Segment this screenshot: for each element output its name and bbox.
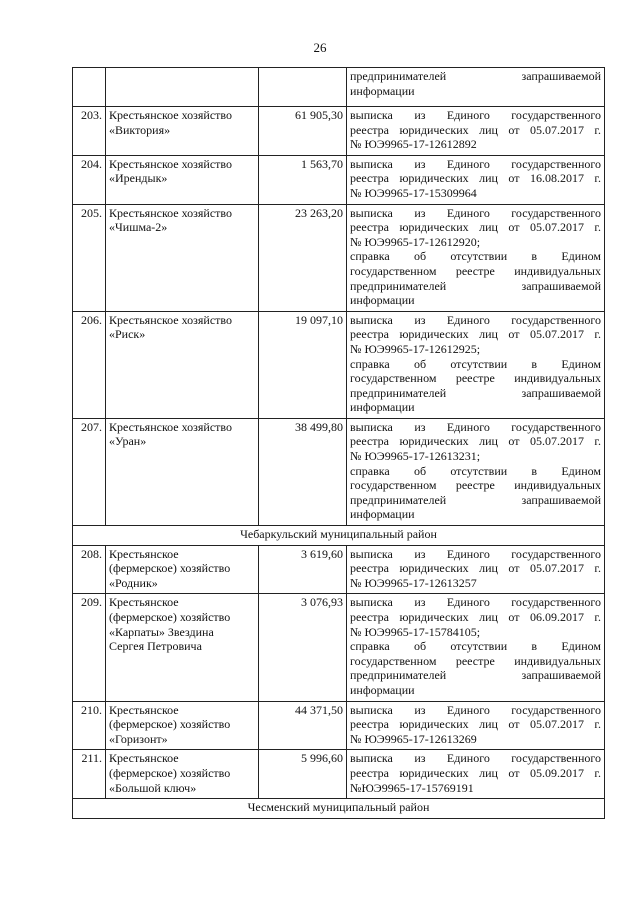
name-line: Крестьянское хозяйство xyxy=(109,205,233,220)
cell-amount: 3 076,93 xyxy=(259,594,347,701)
name-line: «Карпаты» Звездина xyxy=(109,624,214,639)
name-line: «Большой ключ» xyxy=(109,780,197,795)
cell-name xyxy=(106,107,259,156)
cell-documents xyxy=(347,311,605,418)
cell-amount: 3 619,60 xyxy=(259,545,347,594)
table-row xyxy=(73,311,605,418)
doc-line: предпринимателей запрашиваемой xyxy=(350,668,601,683)
name-line: Крестьянское хозяйство xyxy=(109,156,233,171)
doc-line: № ЮЭ9965-17-12612892 xyxy=(350,137,477,152)
name-line: «Горизонт» xyxy=(109,731,168,746)
cell-name xyxy=(106,701,259,750)
cell-name xyxy=(106,545,259,594)
table-row xyxy=(73,107,605,156)
doc-line: № ЮЭ9965-17-12612920; xyxy=(350,234,481,249)
cell-num: 203. xyxy=(73,107,106,156)
name-line: (фермерское) хозяйство xyxy=(109,765,231,780)
doc-line: № ЮЭ9965-17-12613269 xyxy=(350,731,477,746)
doc-line: информации xyxy=(350,293,415,308)
cell-num: 208. xyxy=(73,545,106,594)
name-line: «Ирендык» xyxy=(109,171,168,186)
doc-line: выписка из Единого государственного xyxy=(350,702,601,717)
cell-amount: 38 499,80 xyxy=(259,418,347,525)
name-line: Крестьянское хозяйство xyxy=(109,419,233,434)
cell-num: 207. xyxy=(73,418,106,525)
table-row xyxy=(73,204,605,311)
registry-table-body xyxy=(73,68,605,819)
doc-line: предпринимателей запрашиваемой xyxy=(350,278,601,293)
doc-line: справка об отсутствии в Едином xyxy=(350,463,601,478)
doc-line: реестра юридических лиц от 05.07.2017 г. xyxy=(350,327,601,342)
cell-documents xyxy=(347,418,605,525)
cell-name xyxy=(106,418,259,525)
cell-name xyxy=(106,68,259,107)
doc-line: реестра юридических лиц от 05.07.2017 г. xyxy=(350,122,601,137)
cell-num: 210. xyxy=(73,701,106,750)
cell-num: 204. xyxy=(73,155,106,204)
cell-name xyxy=(106,155,259,204)
name-line: «Родник» xyxy=(109,575,158,590)
doc-line: №ЮЭ9965-17-15769191 xyxy=(350,780,474,795)
table-row-continued xyxy=(73,68,605,107)
doc-line: выписка из Единого государственного xyxy=(350,156,601,171)
table-row xyxy=(73,418,605,525)
doc-line: № ЮЭ9965-17-12612925; xyxy=(350,341,481,356)
cell-num: 205. xyxy=(73,204,106,311)
doc-line: предпринимателей запрашиваемой xyxy=(350,385,601,400)
name-line: «Уран» xyxy=(109,434,147,449)
cell-name xyxy=(106,311,259,418)
doc-line: информации xyxy=(350,400,415,415)
cell-documents xyxy=(347,107,605,156)
cell-documents xyxy=(347,750,605,799)
doc-line: информации xyxy=(350,83,415,98)
table-row xyxy=(73,750,605,799)
name-line: «Риск» xyxy=(109,327,146,342)
doc-line: предпринимателей запрашиваемой xyxy=(350,69,601,83)
cell-num: 209. xyxy=(73,594,106,701)
doc-line: реестра юридических лиц от 05.07.2017 г. xyxy=(350,561,601,576)
district-heading: Чебаркульский муниципальный район xyxy=(73,526,605,546)
doc-line: информации xyxy=(350,682,415,697)
doc-line: государственном реестре индивидуальных xyxy=(350,478,601,493)
district-row xyxy=(73,799,605,819)
doc-line: выписка из Единого государственного xyxy=(350,108,601,122)
name-line: Крестьянское хозяйство xyxy=(109,312,233,327)
cell-documents xyxy=(347,68,605,107)
cell-num: 206. xyxy=(73,311,106,418)
name-line: Крестьянское хозяйство xyxy=(109,108,233,122)
cell-amount: 5 996,60 xyxy=(259,750,347,799)
cell-amount: 61 905,30 xyxy=(259,107,347,156)
table-row xyxy=(73,155,605,204)
doc-line: реестра юридических лиц от 05.07.2017 г. xyxy=(350,220,601,235)
doc-line: реестра юридических лиц от 05.07.2017 г. xyxy=(350,434,601,449)
name-line: «Чишма-2» xyxy=(109,220,168,235)
doc-line: справка об отсутствии в Едином xyxy=(350,356,601,371)
cell-amount: 19 097,10 xyxy=(259,311,347,418)
doc-line: № ЮЭ9965-17-15784105; xyxy=(350,624,481,639)
district-row xyxy=(73,526,605,546)
name-line: (фермерское) хозяйство xyxy=(109,610,231,624)
table-row xyxy=(73,594,605,701)
cell-documents xyxy=(347,594,605,701)
doc-line: государственном реестре индивидуальных xyxy=(350,371,601,386)
table-row xyxy=(73,701,605,750)
name-line: (фермерское) хозяйство xyxy=(109,561,231,576)
district-heading: Чесменский муниципальный район xyxy=(73,799,605,819)
name-line: «Виктория» xyxy=(109,122,171,137)
cell-amount: 44 371,50 xyxy=(259,701,347,750)
cell-num: 211. xyxy=(73,750,106,799)
doc-line: № ЮЭ9965-17-15309964 xyxy=(350,185,477,200)
page-number: 26 xyxy=(313,40,327,55)
doc-line: реестра юридических лиц от 16.08.2017 г. xyxy=(350,171,601,186)
doc-line: № ЮЭ9965-17-12613231; xyxy=(350,449,481,464)
name-line: Крестьянское xyxy=(109,702,179,717)
doc-line: реестра юридических лиц от 06.09.2017 г. xyxy=(350,610,601,624)
cell-name xyxy=(106,750,259,799)
doc-line: реестра юридических лиц от 05.09.2017 г. xyxy=(350,765,601,780)
cell-amount xyxy=(259,68,347,107)
doc-line: выписка из Единого государственного xyxy=(350,546,601,561)
cell-num xyxy=(73,68,106,107)
doc-line: выписка из Единого государственного xyxy=(350,205,601,220)
doc-line: выписка из Единого государственного xyxy=(350,595,601,610)
table-row xyxy=(73,545,605,594)
doc-line: государственном реестре индивидуальных xyxy=(350,653,601,668)
doc-line: справка об отсутствии в Едином xyxy=(350,249,601,264)
doc-line: выписка из Единого государственного xyxy=(350,419,601,434)
name-line: Крестьянское xyxy=(109,546,179,561)
doc-line: информации xyxy=(350,507,415,522)
doc-line: предпринимателей запрашиваемой xyxy=(350,492,601,507)
cell-amount: 23 263,20 xyxy=(259,204,347,311)
cell-name xyxy=(106,204,259,311)
cell-documents xyxy=(347,545,605,594)
registry-table xyxy=(72,67,605,819)
name-line: Крестьянское xyxy=(109,595,179,610)
doc-line: № ЮЭ9965-17-12613257 xyxy=(350,575,477,590)
doc-line: государственном реестре индивидуальных xyxy=(350,263,601,278)
doc-line: выписка из Единого государственного xyxy=(350,312,601,327)
doc-line: выписка из Единого государственного xyxy=(350,751,601,766)
doc-line: справка об отсутствии в Едином xyxy=(350,639,601,654)
cell-documents xyxy=(347,204,605,311)
cell-documents xyxy=(347,155,605,204)
name-line: Крестьянское xyxy=(109,751,179,766)
name-line: (фермерское) хозяйство xyxy=(109,717,231,732)
cell-documents xyxy=(347,701,605,750)
cell-name xyxy=(106,594,259,701)
cell-amount: 1 563,70 xyxy=(259,155,347,204)
doc-line: реестра юридических лиц от 05.07.2017 г. xyxy=(350,717,601,732)
name-line: Сергея Петровича xyxy=(109,639,202,654)
